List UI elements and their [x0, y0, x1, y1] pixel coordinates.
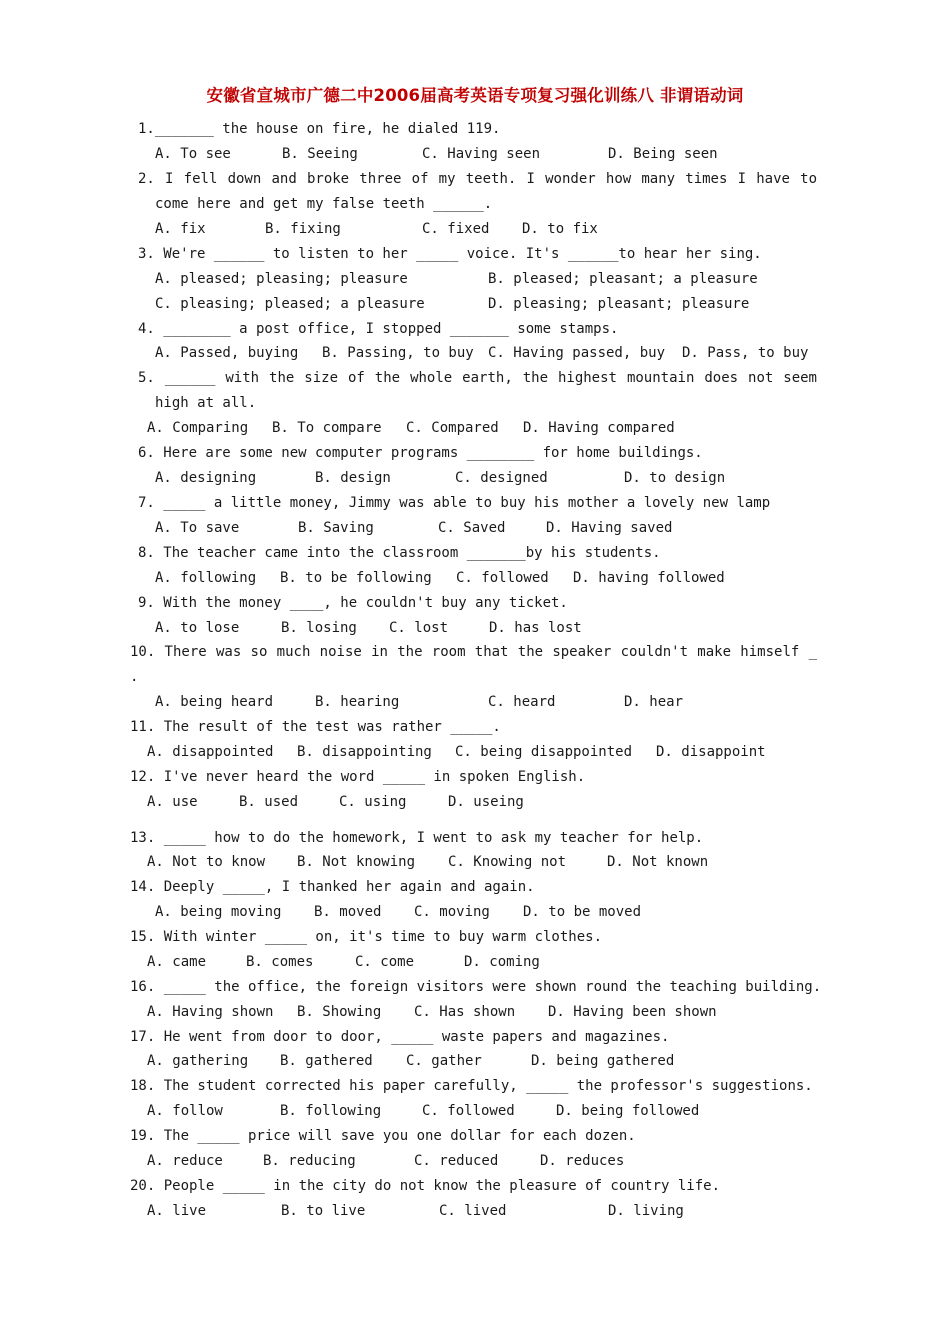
- answer-option: C. Having seen: [422, 146, 541, 162]
- answer-option: B. gathered: [280, 1053, 373, 1069]
- question-stem: 10. There was so much noise in the room that the speaker couldn't make himself _: [130, 644, 817, 660]
- question-stem: 14. Deeply _____, I thanked her again and again.: [130, 879, 535, 895]
- answer-option: A. Passed, buying: [155, 345, 299, 361]
- question-stem: 9. With the money ____, he couldn't buy any ticket.: [138, 595, 568, 611]
- answer-option: D. useing: [448, 794, 524, 810]
- answer-option: B. Showing: [297, 1004, 382, 1020]
- question-stem: 15. With winter _____ on, it's time to buy warm clothes.: [130, 929, 603, 945]
- answer-option: A. To see: [155, 146, 231, 162]
- answer-option: D. Being seen: [608, 146, 718, 162]
- answer-option: D. to be moved: [523, 904, 642, 920]
- answer-option: A. being heard: [155, 694, 274, 710]
- answer-option: A. fix: [155, 221, 206, 237]
- answer-option: B. following: [280, 1103, 382, 1119]
- question-stem: 8. The teacher came into the classroom _______by his students.: [138, 545, 661, 561]
- answer-option: D. having followed: [573, 570, 725, 586]
- answer-option: C. fixed: [422, 221, 490, 237]
- answer-option: B. Passing, to buy: [322, 345, 474, 361]
- question-stem: 19. The _____ price will save you one dollar for each dozen.: [130, 1128, 636, 1144]
- question-stem: 16. _____ the office, the foreign visitors were shown round the teaching building.: [130, 979, 822, 995]
- answer-option: C. Having passed, buy: [488, 345, 666, 361]
- answer-option: B. hearing: [315, 694, 400, 710]
- answer-option: C. Compared: [406, 420, 499, 436]
- question-stem: 20. People _____ in the city do not know the pleasure of country life.: [130, 1178, 721, 1194]
- question-stem: 1._______ the house on fire, he dialed 119.: [138, 121, 501, 137]
- question-stem: 11. The result of the test was rather _____.: [130, 719, 501, 735]
- answer-option: B. Not knowing: [297, 854, 416, 870]
- answer-option: A. pleased; pleasing; pleasure: [155, 271, 408, 287]
- answer-option: A. following: [155, 570, 257, 586]
- answer-option: D. Pass, to buy: [682, 345, 809, 361]
- answer-option: B. fixing: [265, 221, 341, 237]
- answer-option: D. disappoint: [656, 744, 766, 760]
- answer-option: B. Seeing: [282, 146, 358, 162]
- answer-option: C. being disappointed: [455, 744, 633, 760]
- answer-option: C. Saved: [438, 520, 506, 536]
- answer-option: D. Having been shown: [548, 1004, 717, 1020]
- question-stem: high at all.: [155, 395, 257, 411]
- answer-option: A. disappointed: [147, 744, 274, 760]
- answer-option: C. lived: [439, 1203, 507, 1219]
- answer-option: B. to be following: [280, 570, 432, 586]
- question-stem: 17. He went from door to door, _____ waste papers and magazines.: [130, 1029, 670, 1045]
- question-stem: 13. _____ how to do the homework, I went to ask my teacher for help.: [130, 830, 704, 846]
- answer-option: C. lost: [389, 620, 449, 636]
- answer-option: D. reduces: [540, 1153, 625, 1169]
- answer-option: A. gathering: [147, 1053, 249, 1069]
- answer-option: C. designed: [455, 470, 548, 486]
- answer-option: C. reduced: [414, 1153, 499, 1169]
- answer-option: C. using: [339, 794, 407, 810]
- answer-option: C. moving: [414, 904, 490, 920]
- answer-option: D. Having saved: [546, 520, 673, 536]
- answer-option: C. gather: [406, 1053, 482, 1069]
- answer-option: B. Saving: [298, 520, 374, 536]
- answer-option: A. reduce: [147, 1153, 223, 1169]
- answer-option: D. being gathered: [531, 1053, 675, 1069]
- answer-option: C. pleasing; pleased; a pleasure: [155, 296, 425, 312]
- question-stem: 7. _____ a little money, Jimmy was able to buy his mother a lovely new lamp: [138, 495, 771, 511]
- question-stem: come here and get my false teeth ______.: [155, 196, 493, 212]
- page-title: 安徽省宣城市广德二中2006届高考英语专项复习强化训练八 非谓语动词: [206, 86, 744, 105]
- answer-option: A. designing: [155, 470, 257, 486]
- answer-option: C. heard: [488, 694, 556, 710]
- question-stem: .: [130, 669, 139, 685]
- question-stem: 3. We're ______ to listen to her _____ voice. It's ______to hear her sing.: [138, 246, 762, 262]
- answer-option: D. to fix: [522, 221, 598, 237]
- answer-option: C. come: [355, 954, 415, 970]
- answer-option: B. to live: [281, 1203, 366, 1219]
- answer-option: A. use: [147, 794, 198, 810]
- answer-option: A. came: [147, 954, 207, 970]
- answer-option: A. live: [147, 1203, 207, 1219]
- answer-option: B. disappointing: [297, 744, 432, 760]
- answer-option: C. Has shown: [414, 1004, 516, 1020]
- question-stem: 12. I've never heard the word _____ in spoken English.: [130, 769, 586, 785]
- answer-option: D. coming: [464, 954, 540, 970]
- answer-option: B. moved: [314, 904, 382, 920]
- answer-option: A. follow: [147, 1103, 223, 1119]
- answer-option: D. to design: [624, 470, 726, 486]
- question-stem: 5. ______ with the size of the whole earth, the highest mountain does not seem: [138, 370, 817, 386]
- answer-option: A. to lose: [155, 620, 240, 636]
- answer-option: A. To save: [155, 520, 240, 536]
- question-stem: 6. Here are some new computer programs ________ for home buildings.: [138, 445, 703, 461]
- answer-option: C. followed: [422, 1103, 515, 1119]
- answer-option: D. Not known: [607, 854, 709, 870]
- answer-option: A. Having shown: [147, 1004, 274, 1020]
- answer-option: D. being followed: [556, 1103, 700, 1119]
- answer-option: D. pleasing; pleasant; pleasure: [488, 296, 750, 312]
- answer-option: A. Comparing: [147, 420, 249, 436]
- answer-option: B. losing: [281, 620, 357, 636]
- answer-option: D. has lost: [489, 620, 582, 636]
- answer-option: D. Having compared: [523, 420, 675, 436]
- answer-option: A. being moving: [155, 904, 282, 920]
- answer-option: A. Not to know: [147, 854, 266, 870]
- question-stem: 2. I fell down and broke three of my teeth. I wonder how many times I have to: [138, 171, 817, 187]
- answer-option: B. pleased; pleasant; a pleasure: [488, 271, 758, 287]
- answer-option: D. living: [608, 1203, 684, 1219]
- question-stem: 4. ________ a post office, I stopped _______ some stamps.: [138, 321, 619, 337]
- answer-option: B. reducing: [263, 1153, 356, 1169]
- answer-option: B. used: [239, 794, 299, 810]
- question-stem: 18. The student corrected his paper carefully, _____ the professor's suggestions.: [130, 1078, 813, 1094]
- answer-option: B. comes: [246, 954, 314, 970]
- answer-option: B. design: [315, 470, 391, 486]
- answer-option: C. Knowing not: [448, 854, 567, 870]
- answer-option: D. hear: [624, 694, 684, 710]
- answer-option: C. followed: [456, 570, 549, 586]
- answer-option: B. To compare: [272, 420, 382, 436]
